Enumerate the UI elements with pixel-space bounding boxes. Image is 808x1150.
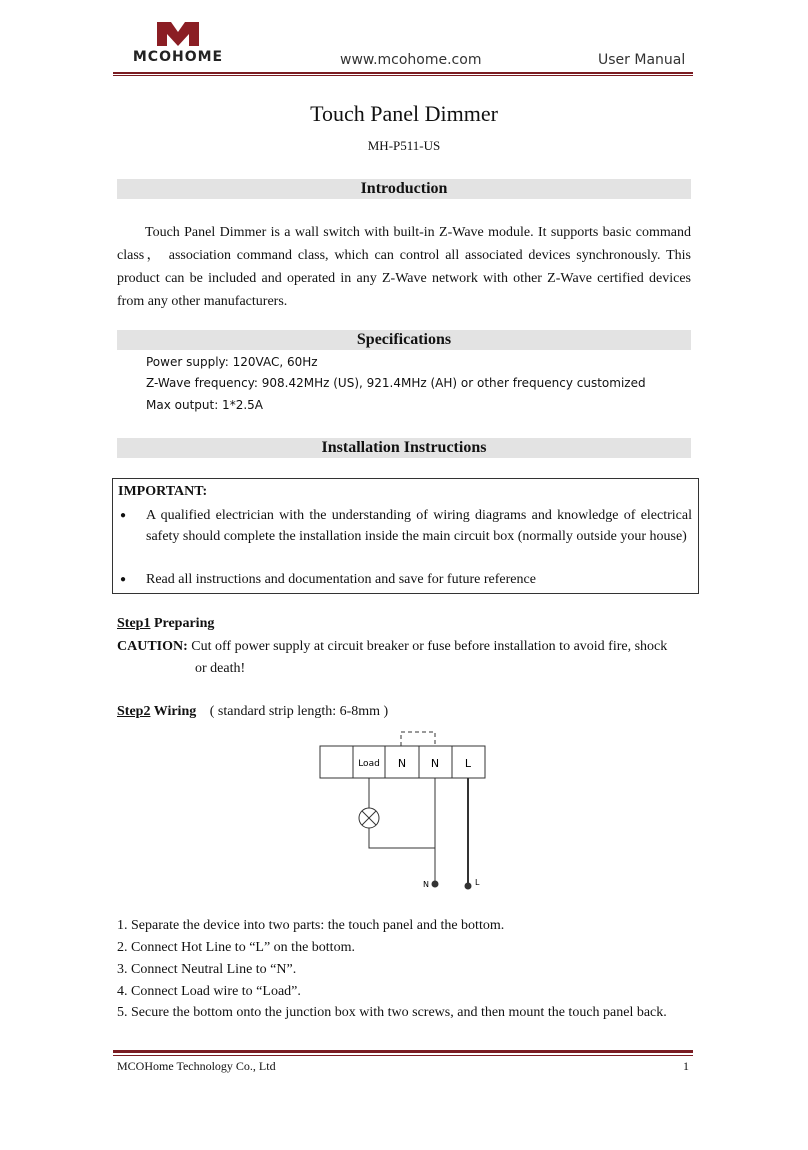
bullet-icon: ●	[120, 510, 127, 521]
wire-label-l: L	[475, 878, 480, 887]
neutral-end-dot	[432, 881, 439, 888]
logo-mark-icon	[113, 18, 243, 48]
terminal-label-n: N	[430, 757, 440, 770]
install-step: 4. Connect Load wire to “Load”.	[117, 984, 301, 999]
step1-title: Preparing	[153, 616, 215, 631]
introduction-heading-band	[117, 179, 691, 199]
install-step: 5. Secure the bottom onto the junction box with two screws, and then mount the touch panel back.	[117, 1005, 667, 1020]
important-title: IMPORTANT:	[118, 484, 208, 499]
install-step: 3. Connect Neutral Line to “N”.	[117, 962, 297, 977]
important-item: A qualified electrician with the understanding of wiring diagrams and knowledge of electrical safety should complete the installation inside the main circuit box (normally outside your house)	[146, 508, 692, 544]
introduction-text: Touch Panel Dimmer is a wall switch with built-in Z-Wave module. It supports basic command class， association command class, which can control all associated devices synchronously. This product can be included and operated in any Z-Wave network with other Z-Wave certified devices from any other manufacturers.	[117, 225, 691, 309]
wire-label-n: N	[423, 880, 429, 889]
step2-label: Step2	[117, 704, 151, 719]
specifications-heading: Specifications	[356, 331, 452, 348]
step2-heading	[117, 704, 388, 720]
terminal-label-l: L	[464, 757, 472, 770]
caution-line	[117, 636, 697, 658]
model-number: MH-P511-US	[367, 138, 441, 153]
live-end-dot	[465, 883, 472, 890]
introduction-heading: Introduction	[360, 180, 448, 197]
spec-frequency: Z-Wave frequency: 908.42MHz (US), 921.4MHz (AH) or other frequency customized	[146, 376, 646, 390]
brand-name: MCOHOME	[132, 49, 224, 65]
brand-logo	[113, 18, 243, 66]
jumper-dashed-line	[401, 732, 435, 746]
install-step: 2. Connect Hot Line to “L” on the bottom.	[117, 940, 355, 955]
caution-text-cont: or death!	[195, 661, 246, 676]
footer-company: MCOHome Technology Co., Ltd	[117, 1059, 276, 1073]
footer-divider-thin	[113, 1055, 693, 1056]
page-title: Touch Panel Dimmer	[310, 101, 498, 126]
terminal-label-n: N	[397, 757, 407, 770]
step1-label: Step1	[117, 616, 151, 631]
spec-output: Max output: 1*2.5A	[146, 398, 263, 412]
step2-title: Wiring	[153, 704, 197, 719]
install-step: 1. Separate the device into two parts: the touch panel and the bottom.	[117, 918, 505, 933]
lamp-return-wire	[369, 828, 435, 848]
bullet-icon: ●	[120, 574, 127, 585]
wiring-diagram	[315, 726, 495, 896]
page-number: 1	[683, 1059, 689, 1073]
website-link[interactable]: www.mcohome.com	[340, 52, 482, 68]
caution-label: CAUTION:	[117, 639, 188, 654]
important-item: Read all instructions and documentation and save for future reference	[146, 572, 536, 587]
installation-heading-band	[117, 438, 691, 458]
footer-divider	[113, 1050, 693, 1053]
header-divider-thin	[113, 75, 693, 76]
caution-text: Cut off power supply at circuit breaker or fuse before installation to avoid fire, shock	[191, 639, 668, 654]
specifications-heading-band	[117, 330, 691, 350]
lamp-icon	[359, 808, 379, 828]
installation-heading: Installation Instructions	[321, 439, 487, 456]
step2-note: ( standard strip length: 6-8mm )	[209, 704, 389, 719]
spec-power: Power supply: 120VAC, 60Hz	[146, 355, 318, 369]
step1-heading	[117, 616, 214, 632]
doc-type: User Manual	[598, 52, 686, 68]
terminal-label-load: Load	[358, 759, 380, 769]
header-divider	[113, 72, 693, 74]
introduction-paragraph	[117, 221, 691, 313]
